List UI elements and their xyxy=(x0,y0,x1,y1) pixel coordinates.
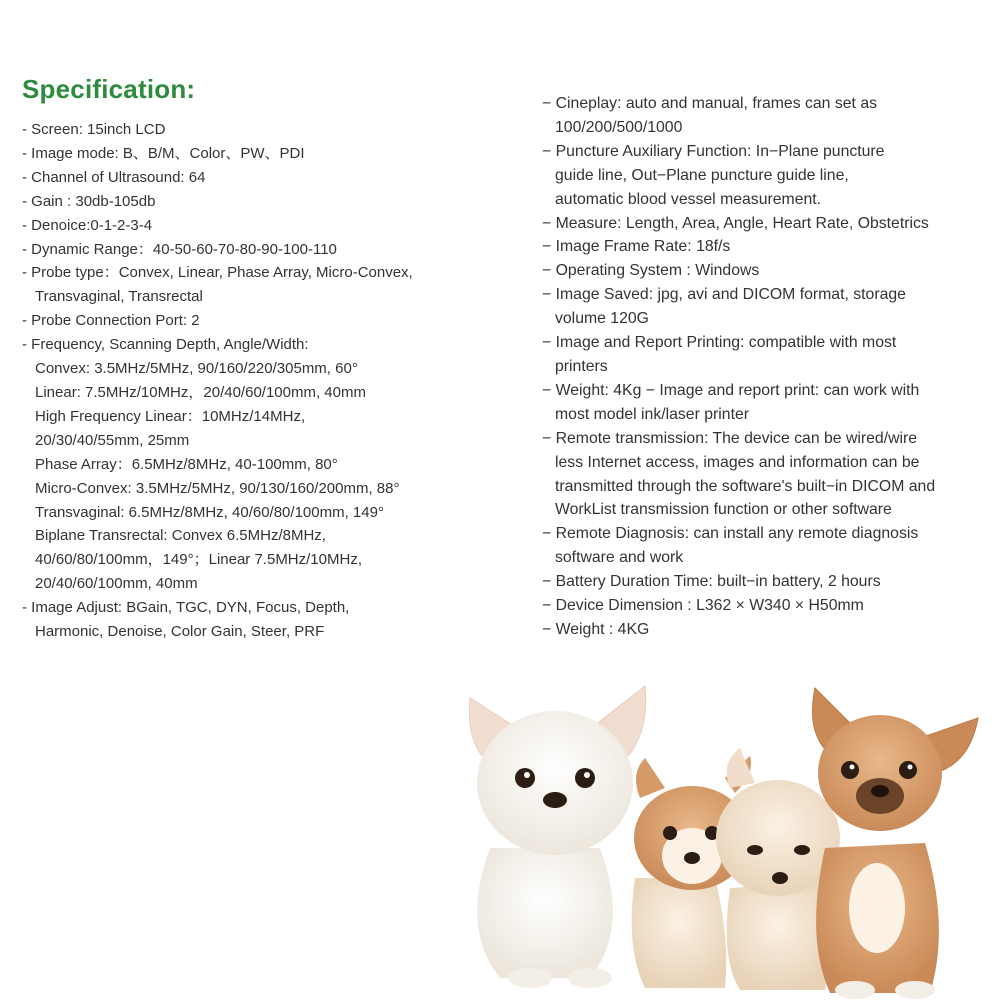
spec-line: 20/40/60/100mm, 40mm xyxy=(35,575,198,593)
spec-line: - Denoice:0-1-2-3-4 xyxy=(22,216,153,234)
spec-line: printers xyxy=(555,357,608,375)
spec-line: - Probe type：Convex, Linear, Phase Array, Micro-Convex, xyxy=(22,264,413,282)
spec-line: − Operating System : Windows xyxy=(542,262,760,280)
spec-line: - Image mode: B、B/M、Color、PW、PDI xyxy=(22,144,305,162)
spec-list-left xyxy=(22,118,502,644)
spec-line: - Image Adjust: BGain, TGC, DYN, Focus, Depth, xyxy=(22,599,350,617)
spec-line: guide line, Out−Plane puncture guide line, xyxy=(555,166,849,184)
spec-line: − Image and Report Printing: compatible with most xyxy=(542,334,897,352)
spec-line: 20/30/40/55mm, 25mm xyxy=(35,431,190,449)
spec-line: less Internet access, images and information can be xyxy=(555,453,920,471)
spec-line: − Device Dimension : L362 × W340 × H50mm xyxy=(542,597,864,615)
spec-line: − Battery Duration Time: built−in battery, 2 hours xyxy=(542,573,881,591)
spec-line: 100/200/500/1000 xyxy=(555,118,683,136)
spec-line: - Probe Connection Port: 2 xyxy=(22,312,200,330)
spec-line: Phase Array：6.5MHz/8MHz, 40-100mm, 80° xyxy=(35,455,338,473)
spec-line: WorkList transmission function or other software xyxy=(555,501,892,519)
spec-line: Harmonic, Denoise, Color Gain, Steer, PRF xyxy=(35,623,325,641)
spec-line: transmitted through the software's built−in DICOM and xyxy=(555,477,936,495)
spec-line: most model ink/laser printer xyxy=(555,405,750,423)
spec-line: Linear: 7.5MHz/10MHz，20/40/60/100mm, 40mm xyxy=(35,383,366,401)
spec-line: 40/60/80/100mm，149°；Linear 7.5MHz/10MHz, xyxy=(35,551,362,569)
spec-line: volume 120G xyxy=(555,310,649,328)
spec-line: - Channel of Ultrasound: 64 xyxy=(22,168,206,186)
spec-line: − Weight: 4Kg − Image and report print: can work with xyxy=(542,381,920,399)
spec-line: − Puncture Auxiliary Function: In−Plane puncture xyxy=(542,142,885,160)
spec-line: Micro-Convex: 3.5MHz/5MHz, 90/130/160/200mm, 88° xyxy=(35,479,400,497)
spec-line: − Remote Diagnosis: can install any remote diagnosis xyxy=(542,525,919,543)
spec-line: − Weight : 4KG xyxy=(542,620,650,638)
spec-line: - Dynamic Range：40-50-60-70-80-90-100-110 xyxy=(22,240,337,258)
spec-line: − Remote transmission: The device can be wired/wire xyxy=(542,429,918,447)
puppies-photo xyxy=(430,678,1000,1000)
page-title: Specification: xyxy=(22,74,196,104)
spec-list-right xyxy=(542,92,992,642)
spec-line: − Image Frame Rate: 18f/s xyxy=(542,238,731,256)
spec-line: automatic blood vessel measurement. xyxy=(555,190,822,208)
spec-line: − Cineplay: auto and manual, frames can set as xyxy=(542,95,877,112)
spec-line: High Frequency Linear：10MHz/14MHz, xyxy=(35,407,306,425)
spec-line: Transvaginal, Transrectal xyxy=(35,288,203,306)
white-puppy xyxy=(469,686,645,988)
spec-line: Biplane Transrectal: Convex 6.5MHz/8MHz, xyxy=(35,527,326,545)
spec-line: - Screen: 15inch LCD xyxy=(22,121,166,138)
spec-line: − Measure: Length, Area, Angle, Heart Rate, Obstetrics xyxy=(542,214,929,232)
spec-line: Convex: 3.5MHz/5MHz, 90/160/220/305mm, 60° xyxy=(35,360,358,378)
spec-line: − Image Saved: jpg, avi and DICOM format, storage xyxy=(542,286,906,304)
spec-line: - Gain : 30db-105db xyxy=(22,192,156,210)
spec-line: Transvaginal: 6.5MHz/8MHz, 40/60/80/100mm, 149° xyxy=(35,503,384,521)
spec-line: software and work xyxy=(555,549,684,567)
spec-line: - Frequency, Scanning Depth, Angle/Width: xyxy=(22,336,309,354)
